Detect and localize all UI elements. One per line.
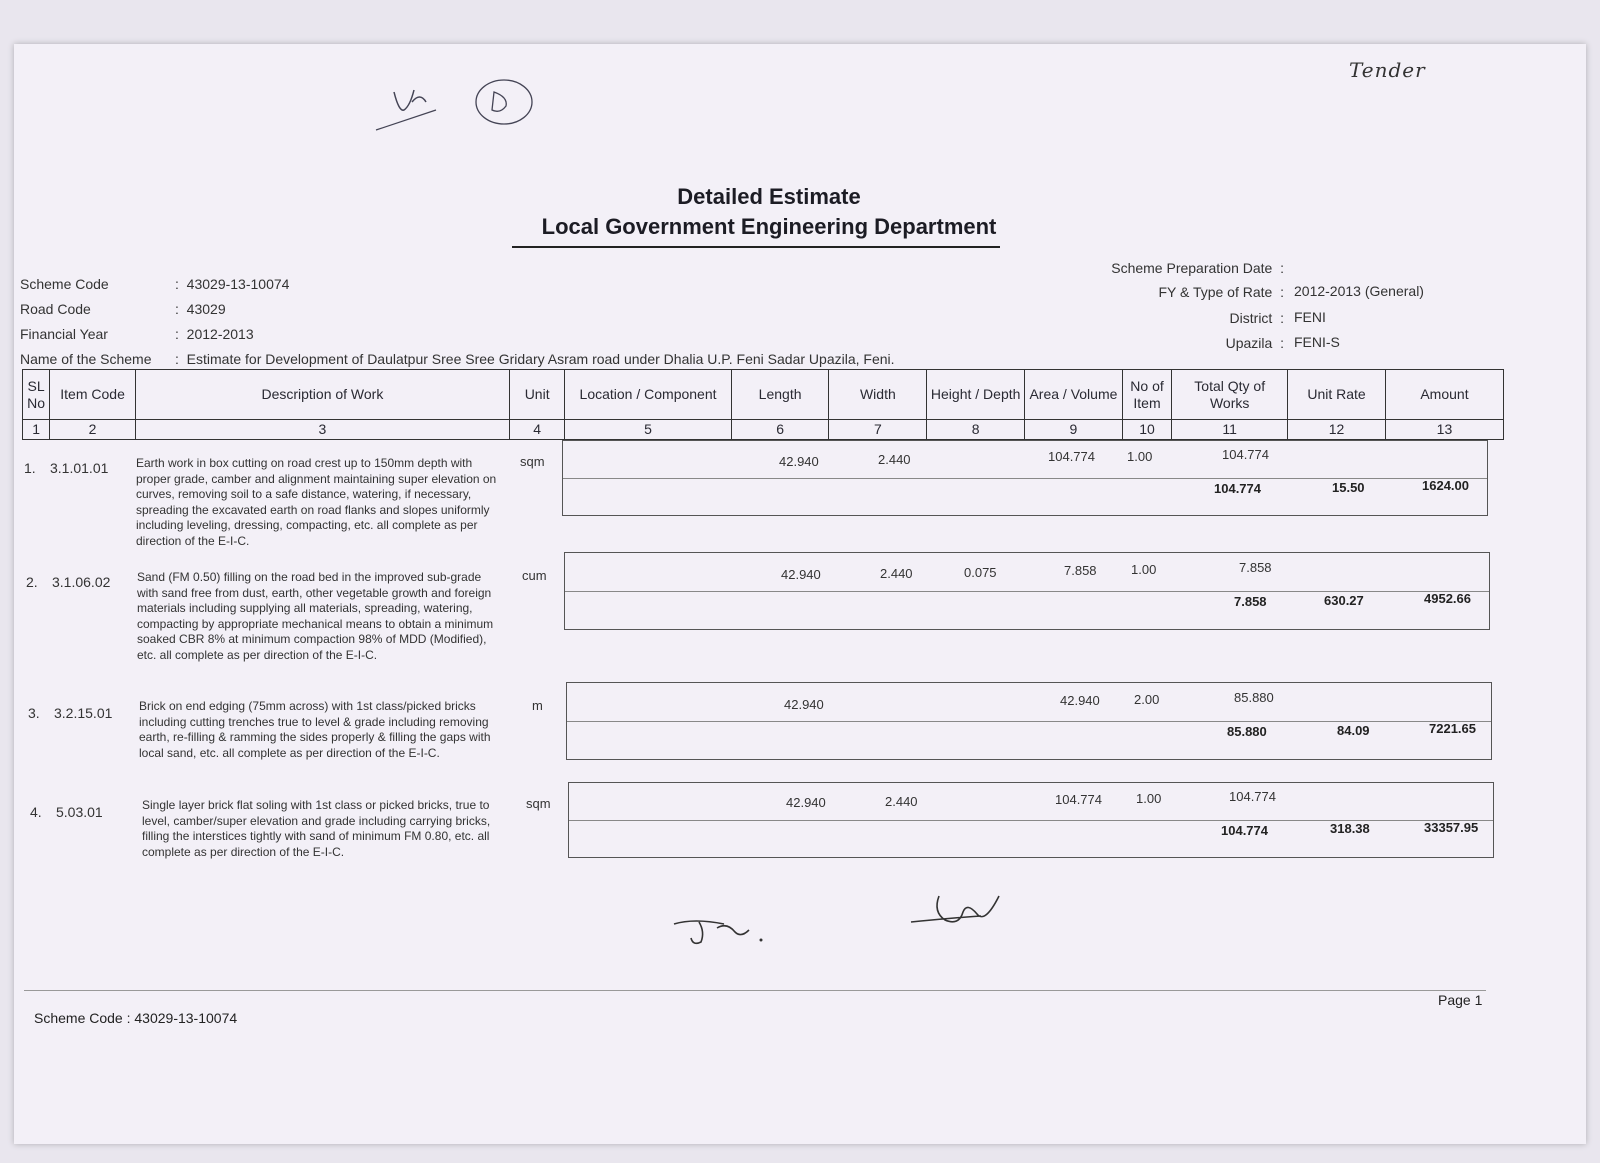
item-qty: 85.880 [1234, 690, 1274, 705]
item-total-qty: 104.774 [1214, 481, 1261, 496]
estimate-table-header [22, 369, 1504, 440]
meta-prep-date-label: Scheme Preparation Date : [1111, 260, 1284, 276]
col-num: 8 [927, 420, 1025, 440]
footer-scheme-code: Scheme Code : 43029-13-10074 [34, 1010, 238, 1026]
col-num: 3 [135, 420, 509, 440]
document-sheet [14, 44, 1586, 1144]
item-width: 2.440 [880, 566, 913, 581]
item-sl: 1. [24, 460, 36, 476]
col-num: 9 [1025, 420, 1123, 440]
item-code: 5.03.01 [56, 804, 103, 820]
item-unit: sqm [526, 796, 551, 811]
item-total-qty: 104.774 [1221, 823, 1268, 838]
col-num: 2 [50, 420, 136, 440]
page-title: Detailed Estimate [677, 184, 861, 209]
col-unit-rate: Unit Rate [1288, 370, 1386, 420]
col-num: 12 [1288, 420, 1386, 440]
item-width: 2.440 [878, 452, 911, 467]
meta-upazila-label: Upazila : [1225, 335, 1284, 351]
col-sl: SL No [23, 370, 50, 420]
item-rate: 630.27 [1324, 593, 1364, 608]
col-num: 11 [1172, 420, 1288, 440]
item-area: 104.774 [1055, 792, 1102, 807]
item-no: 1.00 [1131, 562, 1157, 577]
item-quantity-box [562, 440, 1488, 516]
col-description: Description of Work [135, 370, 509, 420]
item-code: 3.1.01.01 [50, 460, 109, 476]
item-height: 0.075 [964, 565, 997, 580]
item-amount: 33357.95 [1424, 820, 1479, 835]
col-num: 4 [509, 420, 564, 440]
item-total-qty: 85.880 [1227, 724, 1267, 739]
item-unit: m [532, 698, 543, 713]
item-unit: cum [522, 568, 547, 583]
item-description: Sand (FM 0.50) filling on the road bed in the improved sub-grade with sand free from dust, earth, other vegetable growth and foreign materials including supplying all materials, spreading, watering, compacting by appropriate mechanical means to obtain a minimum soaked CBR 8% at minimum compaction 98% of MDD (Modified), etc. all complete as per direction of the E-I-C. [137, 570, 494, 662]
handwritten-initials [374, 72, 554, 142]
col-num: 5 [565, 420, 731, 440]
signature-1 [669, 904, 789, 954]
col-amount: Amount [1385, 370, 1503, 420]
meta-district-label: District : [1229, 310, 1284, 326]
item-no: 1.00 [1127, 449, 1153, 464]
item-code: 3.1.06.02 [52, 574, 111, 590]
col-num: 13 [1385, 420, 1503, 440]
col-item-code: Item Code [50, 370, 136, 420]
item-area: 42.940 [1060, 693, 1100, 708]
item-description: Earth work in box cutting on road crest up to 150mm depth with proper grade, camber and alignment maintaining super elevation on curves, removing soil to a safe distance, watering, if necessary, spreading the excavated earth on road flanks and slopes uniformly including leveling, dressing, compacting, etc. all complete as per direction of the E-I-C. [136, 456, 497, 548]
item-qty: 7.858 [1239, 560, 1272, 575]
item-amount: 1624.00 [1422, 478, 1469, 493]
col-location: Location / Component [565, 370, 731, 420]
item-rate: 15.50 [1332, 480, 1365, 495]
item-length: 42.940 [779, 454, 819, 469]
item-area: 104.774 [1048, 449, 1095, 464]
meta-fy-value: 2012-2013 (General) [1294, 283, 1424, 299]
item-quantity-box [568, 782, 1494, 858]
item-description: Brick on end edging (75mm across) with 1st class/picked bricks including cutting trenches true to level & grade including removing earth, re-filling & ramming the sides properly & filling the gaps with local sand, etc. all complete as per direction of the E-I-C. [139, 699, 491, 760]
item-unit: sqm [520, 454, 545, 469]
col-length: Length [731, 370, 829, 420]
title-underline [512, 246, 1000, 248]
item-quantity-box [566, 682, 1492, 760]
meta-road-code: Road Code : 43029 [20, 301, 226, 317]
col-width: Width [829, 370, 927, 420]
item-sl: 2. [26, 574, 38, 590]
col-area: Area / Volume [1025, 370, 1123, 420]
item-area: 7.858 [1064, 563, 1097, 578]
col-unit: Unit [509, 370, 564, 420]
item-code: 3.2.15.01 [54, 705, 113, 721]
item-length: 42.940 [781, 567, 821, 582]
meta-financial-year: Financial Year : 2012-2013 [20, 326, 254, 342]
item-quantity-box [564, 552, 1490, 630]
item-qty: 104.774 [1222, 447, 1269, 462]
meta-upazila-value: FENI-S [1294, 334, 1340, 350]
item-total-qty: 7.858 [1234, 594, 1267, 609]
col-no-item: No of Item [1122, 370, 1171, 420]
item-amount: 7221.65 [1429, 721, 1476, 736]
department-title: Local Government Engineering Department [541, 214, 997, 239]
item-sl: 3. [28, 705, 40, 721]
item-no: 1.00 [1136, 791, 1162, 806]
item-length: 42.940 [786, 795, 826, 810]
col-num: 10 [1122, 420, 1171, 440]
item-sl: 4. [30, 804, 42, 820]
meta-district-value: FENI [1294, 309, 1326, 325]
col-height: Height / Depth [927, 370, 1025, 420]
col-num: 1 [23, 420, 50, 440]
item-length: 42.940 [784, 697, 824, 712]
item-no: 2.00 [1134, 692, 1160, 707]
handwritten-tender: Tender [1349, 58, 1426, 82]
meta-fy-label: FY & Type of Rate : [1158, 284, 1284, 300]
page-number: Page 1 [1438, 992, 1483, 1008]
item-rate: 318.38 [1330, 821, 1370, 836]
item-description: Single layer brick flat soling with 1st class or picked bricks, true to level, camber/super elevation and grade including carrying bricks, filling the interstices tightly with sand of minimum FM 0.80, etc. all complete as per direction of the E-I-C. [142, 798, 491, 859]
item-amount: 4952.66 [1424, 591, 1471, 606]
col-num: 7 [829, 420, 927, 440]
footer-divider [24, 990, 1486, 991]
item-rate: 84.09 [1337, 723, 1370, 738]
item-width: 2.440 [885, 794, 918, 809]
col-total-qty: Total Qty of Works [1172, 370, 1288, 420]
col-num: 6 [731, 420, 829, 440]
item-qty: 104.774 [1229, 789, 1276, 804]
signature-2 [909, 886, 1039, 938]
meta-scheme-code: Scheme Code : 43029-13-10074 [20, 276, 290, 292]
meta-scheme-name: Name of the Scheme : Estimate for Development of Daulatpur Sree Sree Gridary Asram road under Dhalia U.P. Feni Sadar Upazila, Feni. [20, 351, 895, 367]
